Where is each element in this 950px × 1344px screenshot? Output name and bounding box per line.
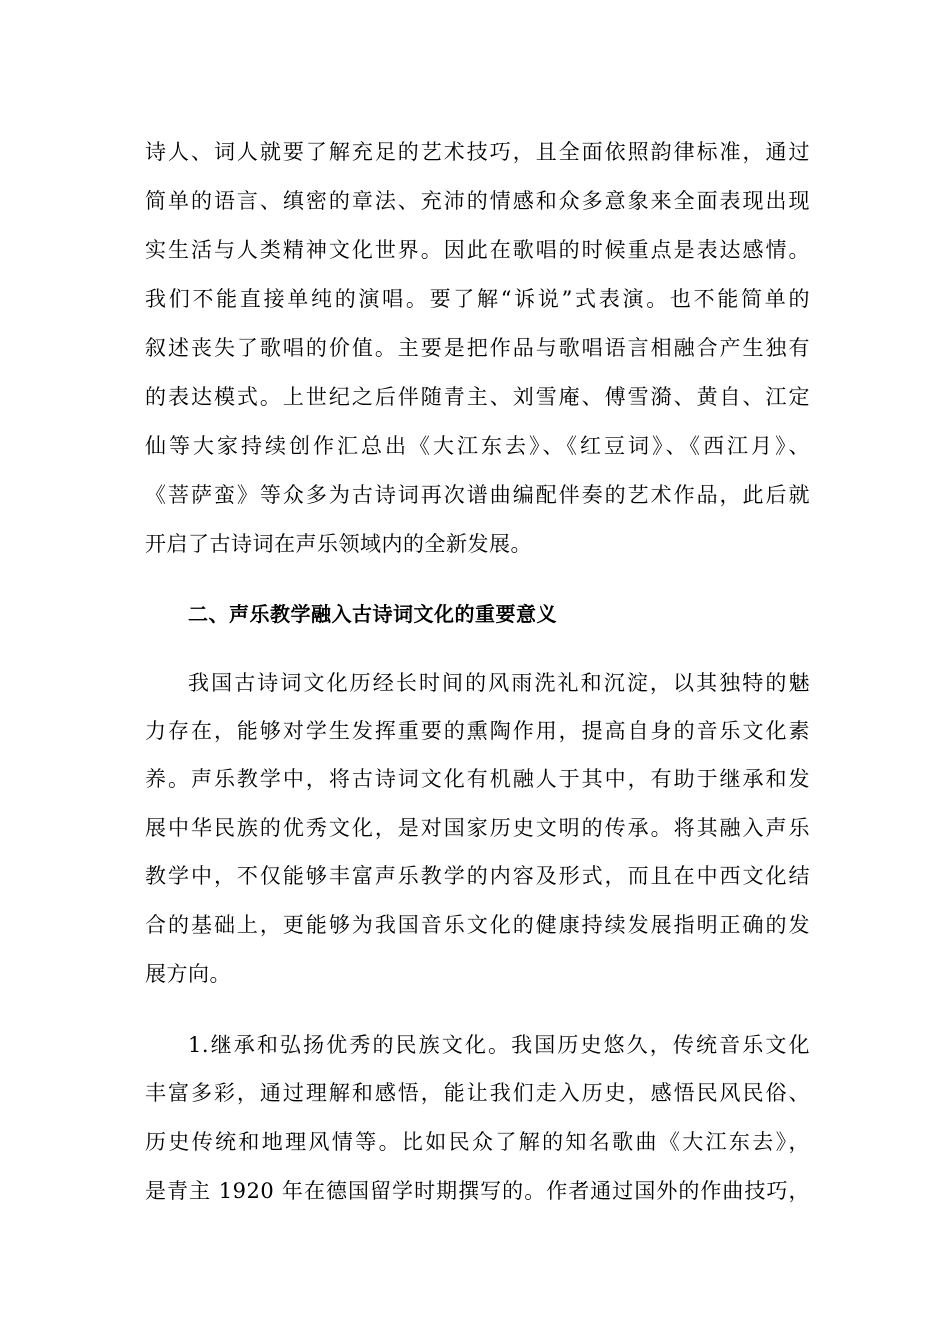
- section-heading: 二、声乐教学融入古诗词文化的重要意义: [188, 602, 557, 626]
- paragraph-2-line-4: 展中华民族的优秀文化，是对国家历史文明的传承。将其融入声乐: [145, 816, 810, 840]
- paragraph-1-line-3: 实生活与人类精神文化世界。因此在歌唱的时候重点是表达感情。: [145, 238, 810, 262]
- paragraph-2-line-6: 合的基础上，更能够为我国音乐文化的健康持续发展指明正确的发: [145, 913, 810, 937]
- paragraph-1-line-6: 的表达模式。上世纪之后伴随青主、刘雪庵、傅雪漪、黄自、江定: [145, 385, 810, 409]
- paragraph-2-line-5: 教学中，不仅能够丰富声乐教学的内容及形式，而且在中西文化结: [145, 864, 810, 888]
- paragraph-1-line-5: 叙述丧失了歌唱的价值。主要是把作品与歌唱语言相融合产生独有: [145, 336, 810, 360]
- paragraph-1-line-8: 《菩萨蛮》等众多为古诗词再次谱曲编配伴奏的艺术作品，此后就: [145, 483, 810, 507]
- paragraph-1-line-2: 简单的语言、缜密的章法、充沛的情感和众多意象来全面表现出现: [145, 189, 810, 213]
- paragraph-2-line-2: 力存在，能够对学生发挥重要的熏陶作用，提高自身的音乐文化素: [145, 719, 810, 743]
- paragraph-1-line-7: 仙等大家持续创作汇总出《大江东去》、《红豆词》、《西江月》、: [145, 434, 810, 458]
- paragraph-2-line-3: 养。声乐教学中，将古诗词文化有机融人于其中，有助于继承和发: [145, 767, 810, 791]
- paragraph-2-line-7: 展方向。: [145, 962, 231, 986]
- paragraph-3-line-2: 丰富多彩，通过理解和感悟，能让我们走入历史，感悟民风民俗、: [145, 1081, 810, 1105]
- paragraph-1-line-4: 我们不能直接单纯的演唱。要了解“诉说”式表演。也不能简单的: [145, 287, 810, 311]
- paragraph-3-line-4: 是青主 1920 年在德国留学时期撰写的。作者通过国外的作曲技巧，: [145, 1179, 810, 1203]
- paragraph-1-line-1: 诗人、词人就要了解充足的艺术技巧，且全面依照韵律标准，通过: [145, 140, 810, 164]
- paragraph-1-line-9: 开启了古诗词在声乐领域内的全新发展。: [145, 532, 532, 556]
- paragraph-3-line-3: 历史传统和地理风情等。比如民众了解的知名歌曲《大江东去》，: [145, 1130, 810, 1154]
- paragraph-2-line-1: 我国古诗词文化历经长时间的风雨洗礼和沉淀，以其独特的魅: [188, 671, 810, 695]
- paragraph-3-line-1: 1.继承和弘扬优秀的民族文化。我国历史悠久，传统音乐文化: [188, 1033, 810, 1057]
